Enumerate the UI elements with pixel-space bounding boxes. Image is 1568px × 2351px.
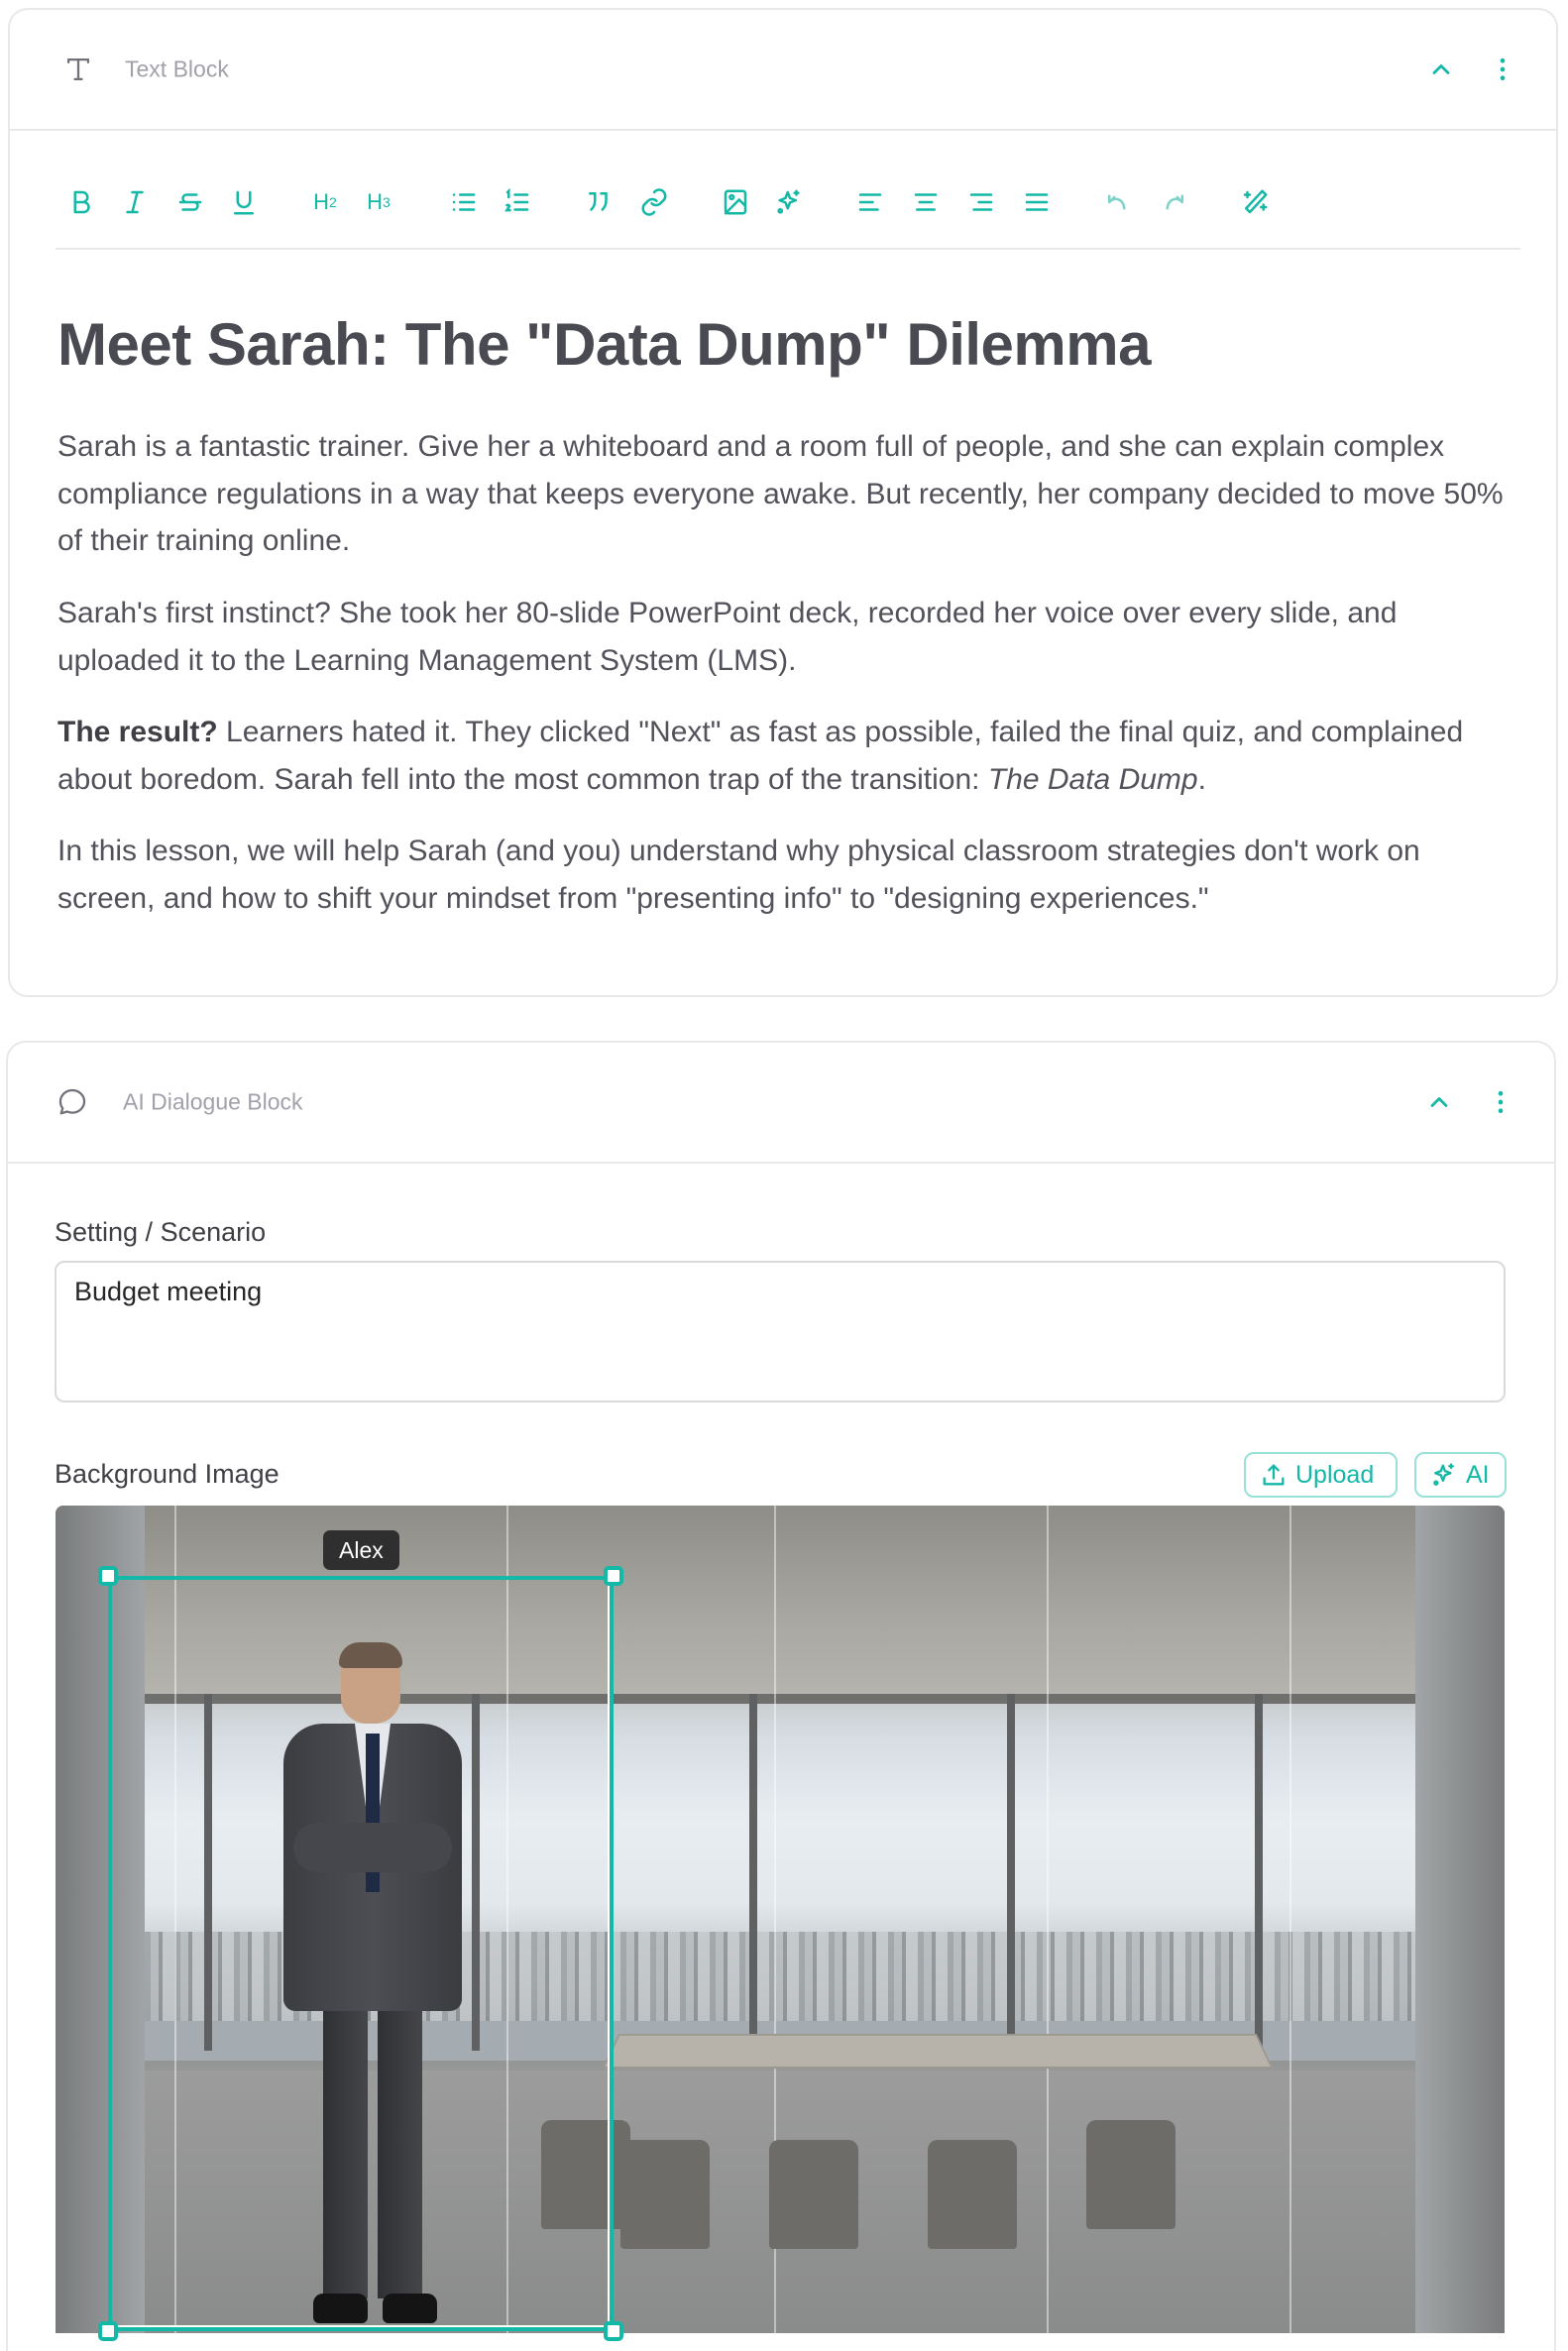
heading-3-button[interactable]: H 3	[367, 189, 391, 214]
bullet-list-button[interactable]	[446, 184, 482, 220]
sparkles-icon	[774, 187, 804, 217]
ordered-list-icon	[503, 187, 532, 217]
text-block-header	[10, 10, 1556, 131]
glass-partition	[1289, 1506, 1291, 2333]
lesson-title: Meet Sarah: The "Data Dump" Dilemma	[57, 311, 1151, 378]
align-right-icon	[966, 187, 996, 217]
collapse-button[interactable]	[1421, 1084, 1457, 1120]
image-button[interactable]	[718, 184, 753, 220]
scene-chair	[928, 2140, 1017, 2249]
paragraph-3: The result? Learners hated it. They clicked "Next" as fast as possible, failed the final quiz, and complained about boredom. Sarah fell into the most common trap of the transition: The Data Dump.	[57, 716, 1464, 796]
paragraph-2: Sarah's first instinct? She took her 80-slide PowerPoint deck, recorded her voice over every slide, and uploaded it to the Learning Management System (LMS).	[57, 597, 1398, 677]
bold-button[interactable]	[63, 184, 99, 220]
chevron-up-icon	[1427, 56, 1455, 83]
heading-2-button[interactable]: H 2	[313, 189, 337, 214]
scene-chair	[769, 2140, 858, 2249]
block-menu-button[interactable]	[1485, 52, 1520, 87]
setting-label: Setting / Scenario	[55, 1217, 267, 1247]
italic-icon	[120, 187, 150, 217]
bold-icon	[66, 187, 96, 217]
image-icon	[721, 187, 750, 217]
link-button[interactable]	[636, 184, 672, 220]
redo-icon	[1159, 187, 1188, 217]
resize-handle-top-left[interactable]	[98, 1566, 118, 1586]
paragraph-4: In this lesson, we will help Sarah (and you) understand why physical classroom strategies don't work on screen, and how to shift your mindset from "presenting info" to "designing experiences."	[57, 835, 1420, 915]
magic-wand-icon	[1240, 187, 1270, 217]
window-mullion	[1007, 1694, 1015, 2051]
message-circle-icon	[56, 1085, 89, 1119]
align-left-button[interactable]	[852, 184, 888, 220]
ordered-list-button[interactable]	[500, 184, 535, 220]
block-menu-button[interactable]	[1483, 1084, 1518, 1120]
undo-button[interactable]	[1100, 184, 1136, 220]
character-name-tag: Alex	[323, 1530, 399, 1570]
chevron-up-icon	[1425, 1088, 1453, 1116]
more-vertical-icon	[1487, 1088, 1514, 1116]
align-justify-button[interactable]	[1019, 184, 1055, 220]
setting-scenario-input[interactable]	[55, 1261, 1506, 1402]
block-title: AI Dialogue Block	[123, 1088, 303, 1115]
scene-right-window-wall	[1415, 1506, 1505, 2333]
link-icon	[639, 187, 669, 217]
paragraph-1: Sarah is a fantastic trainer. Give her a whiteboard and a room full of people, and she can explain complex compliance regulations in a way that keeps everyone awake. But recently, her company decided to move 50% of their training online.	[57, 430, 1504, 557]
block-title: Text Block	[125, 56, 229, 82]
scene-chair	[620, 2140, 710, 2249]
sparkles-icon	[1430, 1461, 1458, 1489]
underline-icon	[229, 187, 259, 217]
ai-sparkle-button[interactable]	[771, 184, 807, 220]
resize-handle-bottom-left[interactable]	[98, 2321, 118, 2341]
text-type-icon	[61, 53, 95, 86]
more-vertical-icon	[1489, 56, 1516, 83]
resize-handle-top-right[interactable]	[604, 1566, 623, 1586]
dialogue-block-header	[8, 1043, 1554, 1164]
background-image-label: Background Image	[55, 1459, 280, 1489]
underline-button[interactable]	[226, 184, 262, 220]
strikethrough-button[interactable]	[172, 184, 208, 220]
resize-handle-bottom-right[interactable]	[604, 2321, 623, 2341]
upload-button[interactable]: Upload	[1244, 1452, 1398, 1498]
strikethrough-icon	[175, 187, 205, 217]
magic-wand-button[interactable]	[1237, 184, 1273, 220]
bullet-list-icon	[449, 187, 479, 217]
italic-button[interactable]	[117, 184, 153, 220]
align-center-button[interactable]	[908, 184, 944, 220]
undo-icon	[1103, 187, 1133, 217]
upload-icon	[1260, 1461, 1288, 1489]
character-selection-box[interactable]	[108, 1576, 614, 2331]
align-right-button[interactable]	[963, 184, 999, 220]
ai-generate-button[interactable]: AI	[1414, 1452, 1507, 1498]
align-center-icon	[911, 187, 941, 217]
quote-icon	[584, 187, 614, 217]
glass-partition	[1047, 1506, 1049, 2333]
align-left-icon	[855, 187, 885, 217]
window-mullion	[1255, 1694, 1263, 2051]
scene-chair	[1086, 2120, 1176, 2229]
blockquote-button[interactable]	[581, 184, 616, 220]
formatting-toolbar	[56, 159, 1520, 250]
collapse-button[interactable]	[1423, 52, 1459, 87]
window-mullion	[749, 1694, 757, 2051]
align-justify-icon	[1022, 187, 1052, 217]
redo-button[interactable]	[1156, 184, 1191, 220]
scene-conference-table	[603, 2034, 1274, 2069]
